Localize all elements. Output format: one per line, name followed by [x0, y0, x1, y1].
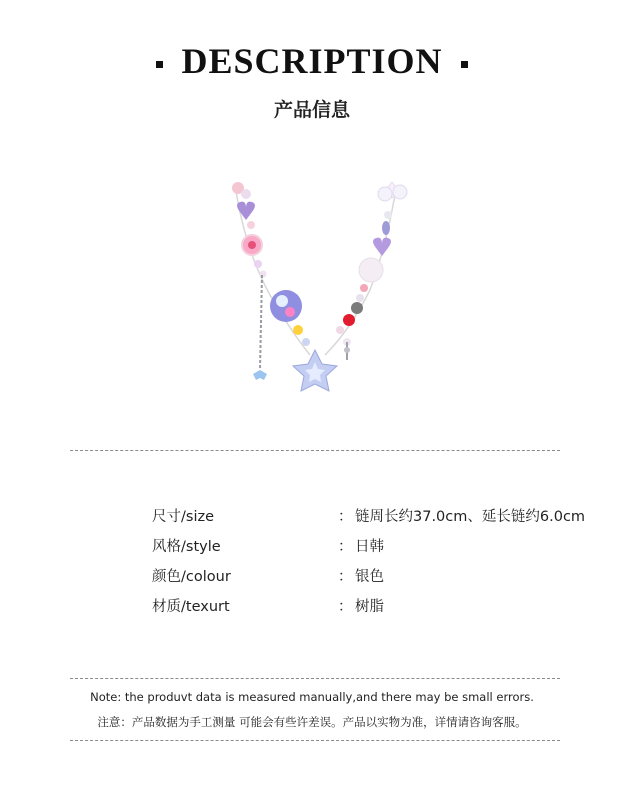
bullet-dot-right: [461, 61, 468, 68]
spec-colon: ：: [338, 539, 353, 555]
divider-top: [70, 450, 560, 451]
spec-label: 尺寸/size: [152, 509, 215, 525]
spec-label: 风格/style: [152, 539, 221, 555]
spec-row-colour: [0, 565, 624, 589]
spec-label: 材质/texurt: [152, 599, 230, 615]
page-subtitle: 产品信息: [273, 99, 350, 121]
divider-middle: [70, 678, 560, 679]
note-english: Note: the produvt data is measured manually,and there may be small errors.: [90, 690, 534, 704]
spec-value: 树脂: [355, 599, 384, 615]
spec-label: 颜色/colour: [152, 569, 231, 585]
spec-colon: ：: [338, 599, 353, 615]
spec-row-size: [0, 505, 624, 529]
page-title: DESCRIPTION: [181, 41, 443, 81]
bullet-dot-left: [156, 61, 163, 68]
spec-colon: ：: [338, 509, 353, 525]
divider-bottom: [70, 740, 560, 741]
spec-value: 日韩: [355, 539, 384, 555]
note-chinese: 注意：产品数据为手工测量 可能会有些许差误。产品以实物为准，详情请咨询客服。: [97, 715, 527, 729]
spec-row-style: [0, 535, 624, 559]
spec-row-material: [0, 595, 624, 619]
spec-value: 链周长约37.0cm、延长链约6.0cm: [355, 509, 586, 525]
title-row: [0, 40, 624, 82]
necklace-image: [200, 170, 430, 410]
spec-value: 银色: [355, 569, 384, 585]
spec-colon: ：: [338, 569, 353, 585]
